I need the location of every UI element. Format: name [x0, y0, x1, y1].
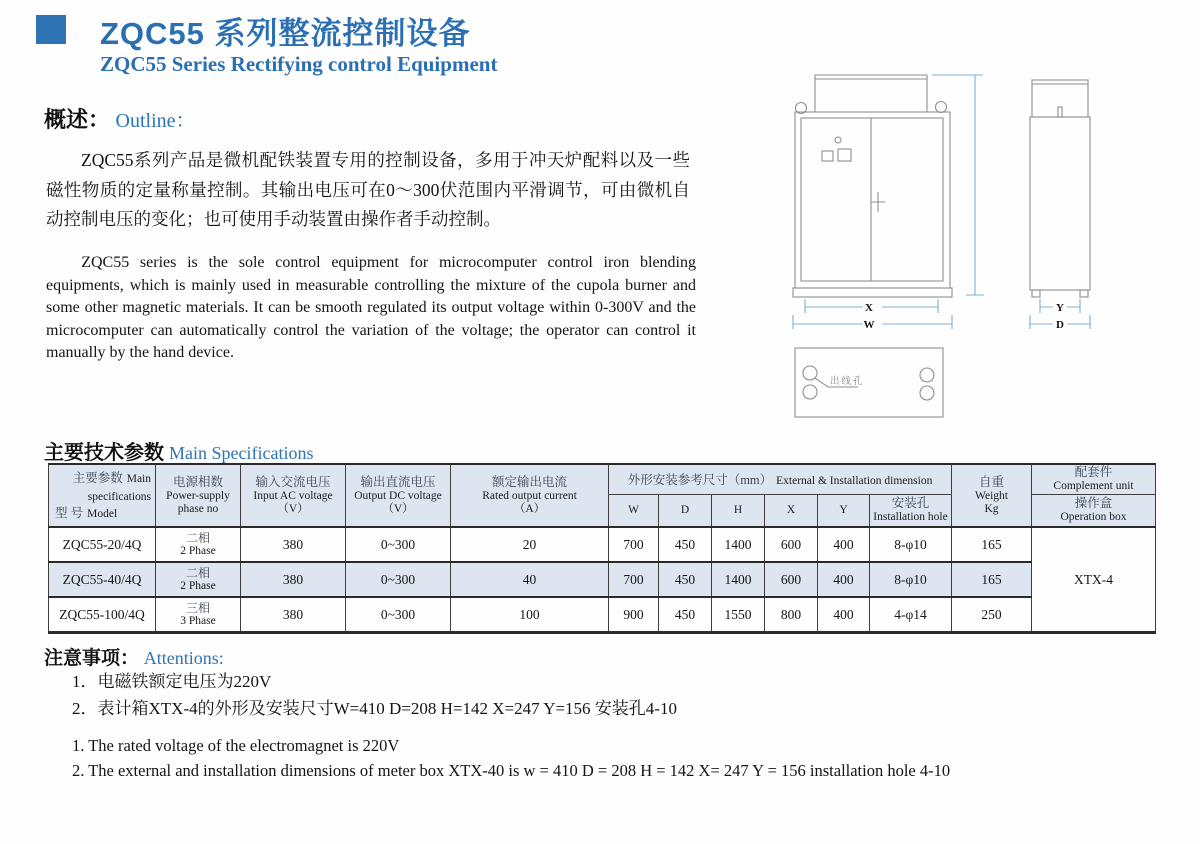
dimension-lines [793, 75, 1090, 329]
header-rated-current: 额定输出电流 Rated output current （A） [451, 464, 609, 527]
cell-model: ZQC55-20/4Q [49, 527, 156, 562]
header-complement-unit: 配套件 Complement unit [1032, 464, 1156, 495]
cell-output: 0~300 [346, 527, 451, 562]
technical-drawing [770, 55, 1200, 430]
cell-output: 0~300 [346, 562, 451, 597]
header-dim-y: Y [818, 495, 870, 528]
attention-item-zh-1: 1．电磁铁额定电压为220V [72, 672, 272, 691]
corner-top-zh: 主要参数 [72, 471, 123, 485]
corner-bottom-zh: 型 号 [55, 506, 84, 520]
attentions-heading-en: Attentions: [143, 648, 224, 668]
cell-weight: 165 [952, 527, 1032, 562]
outline-paragraph-zh: ZQC55系列产品是微机配铁装置专用的控制设备，多用于冲天炉配料以及一些磁性物质的定量称量控制。其输出电压可在0～300伏范围内平滑调节，可由微机自动控制电压的变化；也可使用手动装置由操作者手动控制。 [46, 150, 690, 229]
cell-h: 1400 [712, 562, 765, 597]
cell-h: 1550 [712, 597, 765, 633]
dim-label-y: Y [1056, 302, 1064, 314]
cell-hole: 4-φ14 [870, 597, 952, 633]
side-view-drawing [1030, 80, 1090, 297]
title-bullet-square [36, 15, 66, 44]
corner-top-en: Main specifications [87, 473, 151, 503]
header-phase: 电源相数 Power-supply phase no [156, 464, 241, 527]
page-subtitle: ZQC55 Series Rectifying control Equipment [100, 52, 498, 76]
header-input-voltage: 输入交流电压 Input AC voltage （V） [241, 464, 346, 527]
outline-heading-zh: 概述： [44, 107, 111, 132]
bottom-view-drawing [795, 348, 943, 417]
cell-d: 450 [659, 527, 712, 562]
dim-label-w: W [863, 319, 875, 331]
cell-x: 600 [765, 527, 818, 562]
dim-label-x: X [865, 302, 873, 314]
cell-y: 400 [818, 527, 870, 562]
page-title: ZQC55 系列整流控制设备 [100, 16, 471, 51]
outline-heading-en: Outline： [115, 110, 196, 132]
cell-y: 400 [818, 562, 870, 597]
table-row [49, 597, 1156, 633]
cell-y: 400 [818, 597, 870, 633]
header-operation-box: 操作盒 Operation box [1032, 495, 1156, 528]
corner-bottom-en: Model [87, 508, 118, 520]
cell-w: 700 [609, 527, 659, 562]
cell-input: 380 [241, 597, 346, 633]
attentions-heading [44, 643, 224, 670]
cell-input: 380 [241, 562, 346, 597]
cell-weight: 250 [952, 597, 1032, 633]
cell-output: 0~300 [346, 597, 451, 633]
dim-label-d: D [1056, 319, 1064, 331]
header-dim-x: X [765, 495, 818, 528]
cell-w: 900 [609, 597, 659, 633]
cell-w: 700 [609, 562, 659, 597]
specifications-table [48, 463, 1156, 634]
cell-model: ZQC55-100/4Q [49, 597, 156, 633]
attention-item-en-2: 2. The external and installation dimensions of meter box XTX-40 is w = 410 D = 208 H = 142 X= 247 Y = 156 installation hole 4-10 [72, 761, 951, 780]
cell-rated: 100 [451, 597, 609, 633]
header-dim-d: D [659, 495, 712, 528]
cell-input: 380 [241, 527, 346, 562]
cell-h: 1400 [712, 527, 765, 562]
table-row [49, 527, 1156, 562]
cell-hole: 8-φ10 [870, 562, 952, 597]
cell-x: 800 [765, 597, 818, 633]
attention-item-zh-2: 2．表计箱XTX-4的外形及安装尺寸W=410 D=208 H=142 X=247 Y=156 安装孔4-10 [72, 699, 677, 718]
cell-d: 450 [659, 597, 712, 633]
cell-model: ZQC55-40/4Q [49, 562, 156, 597]
corner-header-cell [49, 464, 156, 527]
cell-phase: 二相 2 Phase [156, 527, 241, 562]
front-view-drawing [793, 75, 952, 297]
cell-d: 450 [659, 562, 712, 597]
outlet-hole-label: 出线孔 [830, 377, 865, 387]
specs-heading-en: Main Specifications [169, 443, 314, 463]
outline-paragraph-en: ZQC55 series is the sole control equipment for microcomputer control iron blending equipments, which is mainly used in measurable controlling the mixture of the cupola burner and some other magnetic materials. It can be smooth regulated its output voltage within 0-300V and the microcomputer can automatically control the variation of the voltage; the operator can control it manually by the hand device. [46, 254, 696, 362]
header-dimensions-group: 外形安装参考尺寸（mm） External & Installation dimension [609, 464, 952, 495]
specs-heading-zh: 主要技术参数 [44, 442, 164, 464]
cell-hole: 8-φ10 [870, 527, 952, 562]
cell-weight: 165 [952, 562, 1032, 597]
attentions-heading-zh: 注意事项： [44, 648, 140, 669]
cell-rated: 40 [451, 562, 609, 597]
cell-phase: 二相 2 Phase [156, 562, 241, 597]
cell-rated: 20 [451, 527, 609, 562]
outline-heading [44, 103, 196, 134]
specs-heading [44, 436, 313, 465]
attention-item-en-1: 1. The rated voltage of the electromagnet is 220V [72, 736, 400, 755]
cell-x: 600 [765, 562, 818, 597]
cell-phase: 三相 3 Phase [156, 597, 241, 633]
header-dim-h: H [712, 495, 765, 528]
header-dim-w: W [609, 495, 659, 528]
header-install-hole: 安装孔 Installation hole [870, 495, 952, 528]
header-weight: 自重 Weight Kg [952, 464, 1032, 527]
header-output-voltage: 输出直流电压 Output DC voltage （V） [346, 464, 451, 527]
table-row-highlighted [49, 562, 1156, 597]
cell-operation-box: XTX-4 [1032, 527, 1156, 633]
